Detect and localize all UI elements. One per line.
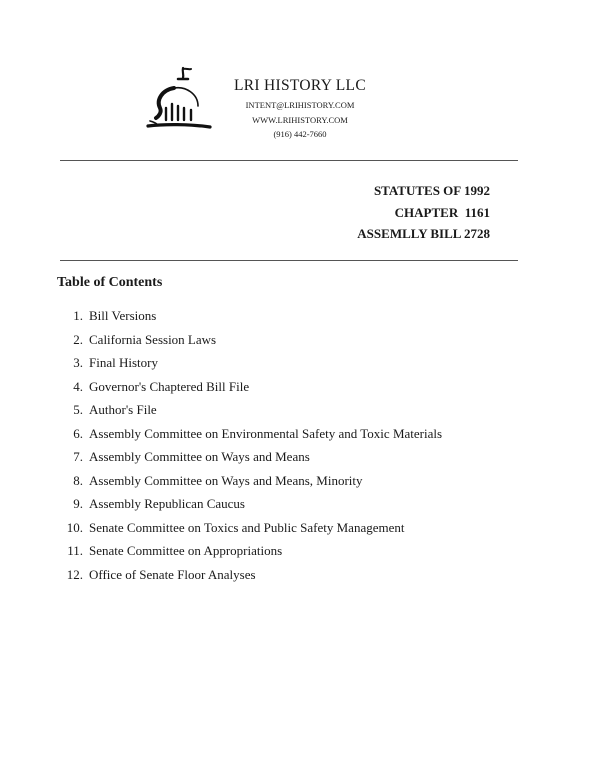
- toc-item: [60, 353, 442, 377]
- toc-item-label: Governor's Chaptered Bill File: [89, 378, 250, 394]
- toc-item: [60, 424, 442, 448]
- toc-item: [60, 518, 442, 542]
- toc-item: [60, 494, 442, 518]
- toc-item-number: 10.: [66, 519, 83, 535]
- toc-item-number: 12.: [66, 566, 83, 582]
- statute-chapter: CHAPTER 1161: [394, 204, 490, 220]
- toc-item-number: 1.: [73, 308, 83, 323]
- toc-item: [60, 306, 442, 330]
- toc-list: [60, 306, 442, 588]
- toc-item-label: Assembly Republican Caucus: [89, 496, 245, 511]
- toc-item: [60, 471, 442, 495]
- toc-item-number: 9.: [73, 496, 83, 511]
- company-header: [230, 76, 370, 142]
- toc-item: [60, 541, 442, 565]
- toc-item-label: Senate Committee on Appropriations: [89, 543, 283, 558]
- toc-item: [60, 377, 442, 401]
- company-email: INTENT@LRIHISTORY.COM: [245, 100, 355, 110]
- toc-item-label: California Session Laws: [89, 331, 217, 347]
- toc-item-number: 4.: [73, 378, 83, 394]
- toc-item: [60, 447, 442, 471]
- toc-item-number: 2.: [73, 331, 83, 347]
- toc-item-label: Bill Versions: [89, 308, 157, 323]
- top-divider: [60, 160, 518, 161]
- capitol-dome-icon: [144, 64, 214, 138]
- toc-item: [60, 565, 442, 589]
- toc-item-number: 7.: [73, 449, 83, 464]
- toc-item-label: Assembly Committee on Environmental Safety and Toxic Materials: [89, 425, 443, 441]
- toc-item-label: Author's File: [89, 402, 157, 417]
- statute-block: [357, 180, 490, 245]
- company-website: WWW.LRIHISTORY.COM: [252, 114, 348, 125]
- toc-item-label: Assembly Committee on Ways and Means, Minority: [89, 472, 363, 488]
- toc-item: [60, 330, 442, 354]
- company-name: LRI HISTORY LLC: [234, 77, 366, 94]
- toc-item-number: 3.: [73, 355, 83, 370]
- toc-item-number: 11.: [67, 543, 83, 558]
- statute-year: STATUTES OF 1992: [373, 183, 490, 198]
- toc-item-number: 8.: [73, 472, 83, 488]
- statute-bill: ASSEMLLY BILL 2728: [357, 226, 490, 241]
- toc-title: Table of Contents: [57, 275, 163, 290]
- toc-item: [60, 400, 442, 424]
- bottom-divider: [60, 260, 518, 261]
- toc-item-number: 5.: [73, 402, 83, 417]
- toc-item-label: Assembly Committee on Ways and Means: [89, 449, 310, 464]
- toc-item-label: Senate Committee on Toxics and Public Safety Management: [89, 519, 405, 535]
- company-phone: (916) 442-7660: [273, 129, 327, 139]
- toc-item-label: Office of Senate Floor Analyses: [89, 566, 256, 582]
- toc-item-number: 6.: [73, 425, 83, 441]
- toc-item-label: Final History: [89, 355, 158, 370]
